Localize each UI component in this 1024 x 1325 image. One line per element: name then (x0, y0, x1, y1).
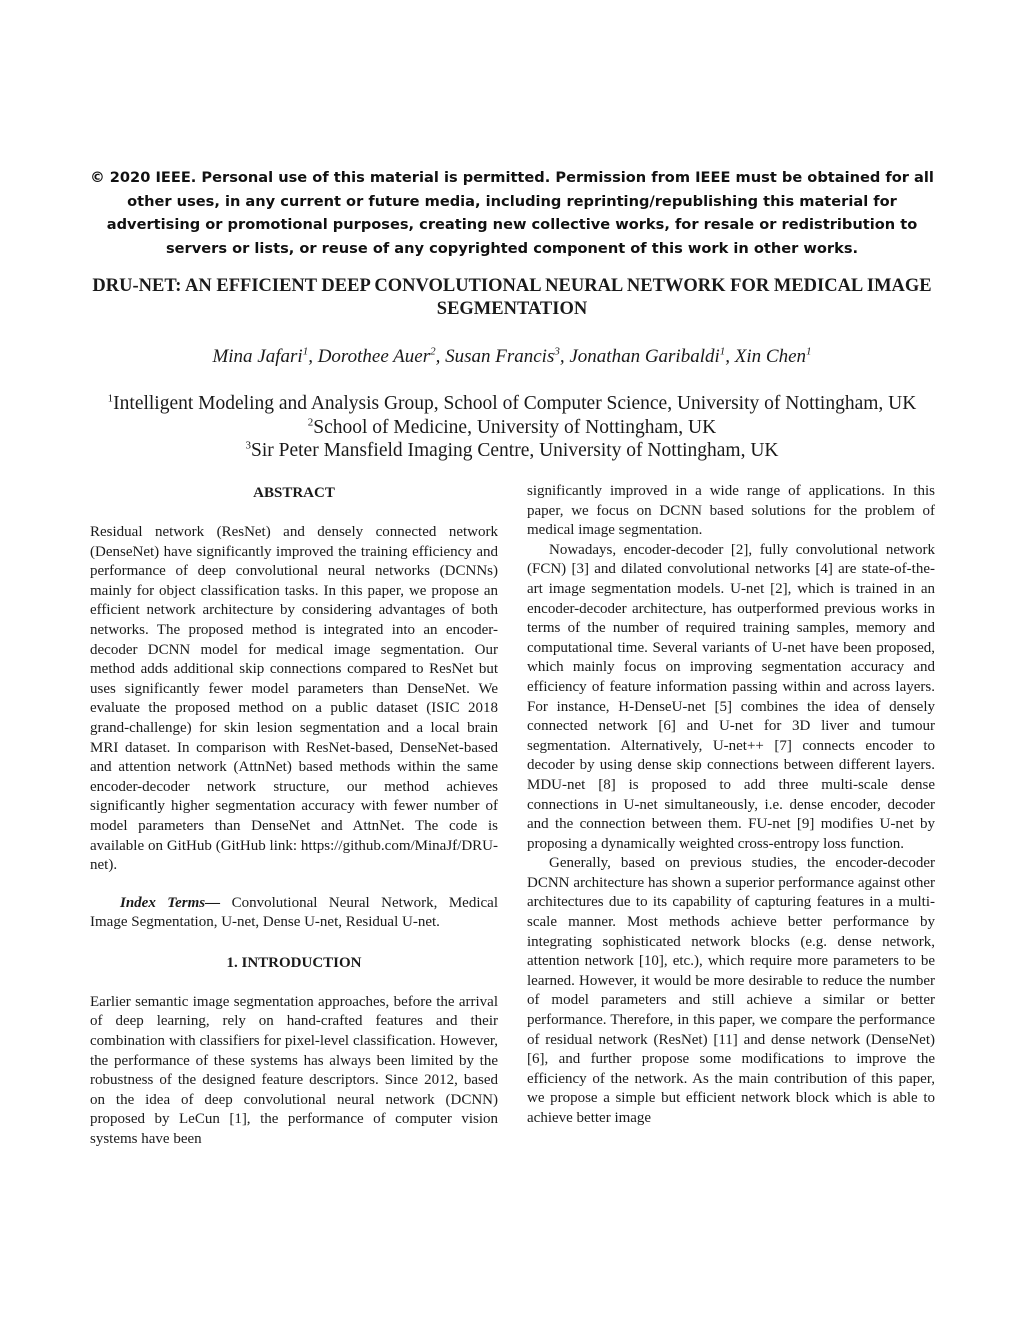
affiliation-list (60, 392, 964, 463)
author (318, 346, 436, 367)
affiliation (60, 416, 964, 440)
affiliation-mark: 2 (307, 416, 314, 428)
intro-paragraph-2: Nowadays, encoder-decoder [2], fully convolutional network (FCN) [3] and dilated convolutional networks [4] are state-of-the-art image segmentation models. U-net [2], which is trained in an encoder-decoder architecture, has outperformed previous works in terms of the number of required training samples, memory and computational time. Several variants of U-net have been proposed, which mainly focus on improving segmentation accuracy and efficiency of feature information passing within and across layers. For instance, H-DenseU-net [5] combines the idea of densely connected network [6] and U-net for 3D liver and tumour segmentation. Alternatively, U-net++ [7] connects encoder to decoder by using dense skip connections between different layers. MDU-net [8] is proposed to add three multi-scale dense connections in U-net simultaneously, i.e. dense encoder, decoder and the connection between them. FU-net [9] modifies U-net by proposing a dynamically weighted cross-entropy loss function. (527, 541, 935, 852)
author-name: Susan Francis (445, 346, 555, 367)
affiliation (60, 439, 964, 463)
author-affiliation-mark: 1 (806, 345, 812, 358)
affiliation-text: School of Medicine, University of Nottingham, UK (313, 416, 717, 438)
abstract-heading: ABSTRACT (253, 485, 335, 501)
author-list: Mina Jafari$^1$, Dorothee Auer$^2$, Susan Francis$^3$, Jonathan Garibaldi$^1$, Xin Chen$^1$ (212, 345, 812, 367)
paper-title: DRU-NET: AN EFFICIENT DEEP CONVOLUTIONAL NEURAL NETWORK FOR MEDICAL IMAGE SEGMENTATION (92, 276, 932, 319)
author-name: Dorothee Auer (317, 346, 431, 367)
index-terms-text: Convolutional Neural Network, Medical Image Segmentation, U-net, Dense U-net, Residual U-net. (90, 894, 498, 931)
affiliation-text: Sir Peter Mansfield Imaging Centre, University of Nottingham, UK (251, 440, 779, 461)
author-affiliation-mark: 1 (302, 345, 309, 358)
affiliation (60, 392, 964, 416)
affiliation-mark: 1 (107, 392, 114, 405)
left-column (90, 480, 498, 1150)
author-name: Jonathan Garibaldi (569, 346, 720, 367)
author-name: Xin Chen (734, 346, 807, 367)
author (569, 346, 725, 367)
intro-paragraph-3: Generally, based on previous studies, the encoder-decoder DCNN architecture has shown a superior performance against other architectures due to its capability of capturing features in a multi-scale manner. Most methods achieve better performance by integrating sophisticated network blocks (e.g. dense network, attention network [10], etc.), which require more parameters to be learned. However, it would be more desirable to reduce the number of model parameters and still achieve a similar or better performance. Therefore, in this paper, we compare the performance of residual network (ResNet) [11] and dense network (DenseNet) [6], and further propose some modifications to improve the efficiency of the network. As the main contribution of this paper, we propose a simple but efficient network block which is able to achieve better image (527, 855, 935, 1126)
author (735, 346, 812, 367)
index-terms-label: Index Terms— (120, 894, 221, 911)
affiliation-mark: 3 (245, 439, 251, 452)
author-affiliation-mark: 1 (719, 345, 726, 358)
author-affiliation-mark: 2 (430, 345, 436, 358)
author (445, 346, 560, 367)
index-terms (90, 894, 498, 933)
copyright-notice: © 2020 IEEE. Personal use of this material is permitted. Permission from IEEE must be obtained for all other uses, in any current or future media, including reprinting/republishing this material for advertising or promotional purposes, creating new collective works, for resale or redistribution to servers or lists, or reuse of any copyrighted component of this work in other works. (90, 169, 934, 257)
right-column (527, 482, 935, 1129)
intro-paragraph-1-continued: significantly improved in a wide range of applications. In this paper, we focus on DCNN based solutions for the problem of medical image segmentation. (527, 483, 935, 539)
author-name: Mina Jafari (212, 346, 303, 367)
affiliation-text: Intelligent Modeling and Analysis Group, School of Computer Science, University of Nottingham, UK (113, 393, 917, 414)
abstract-text: Residual network (ResNet) and densely connected network (DenseNet) have significantly improved the training efficiency and performance of deep convolutional neural networks (DCNNs) mainly for object classification tasks. In this paper, we propose an efficient network architecture by considering advantages of both networks. The proposed method is integrated into an encoder-decoder DCNN model for medical image segmentation. Our method adds additional skip connections compared to ResNet but uses significantly fewer model parameters than DenseNet. We evaluate the proposed method on a public dataset (ISIC 2018 grand-challenge) for skin lesion segmentation and a local brain MRI dataset. In comparison with ResNet-based, DenseNet-based and attention network (AttnNet) based methods within the same encoder-decoder network structure, our method achieves significantly higher segmentation accuracy with fewer number of model parameters than DenseNet and AttnNet. The code is available on GitHub (GitHub link: https://github.com/MinaJf/DRU-net). (90, 524, 498, 874)
author-affiliation-mark: 3 (554, 345, 560, 358)
author (212, 346, 308, 367)
intro-paragraph-1: Earlier semantic image segmentation approaches, before the arrival of deep learning, rely on hand-crafted features and their combination with classifiers for pixel-level classification. However, the performance of these systems has always been limited by the robustness of the designed feature descriptors. Since 2012, based on the idea of deep convolutional neural network (DCNN) proposed by LeCun [1], the performance of computer vision systems have been (90, 993, 498, 1148)
introduction-heading: 1. INTRODUCTION (226, 954, 362, 971)
